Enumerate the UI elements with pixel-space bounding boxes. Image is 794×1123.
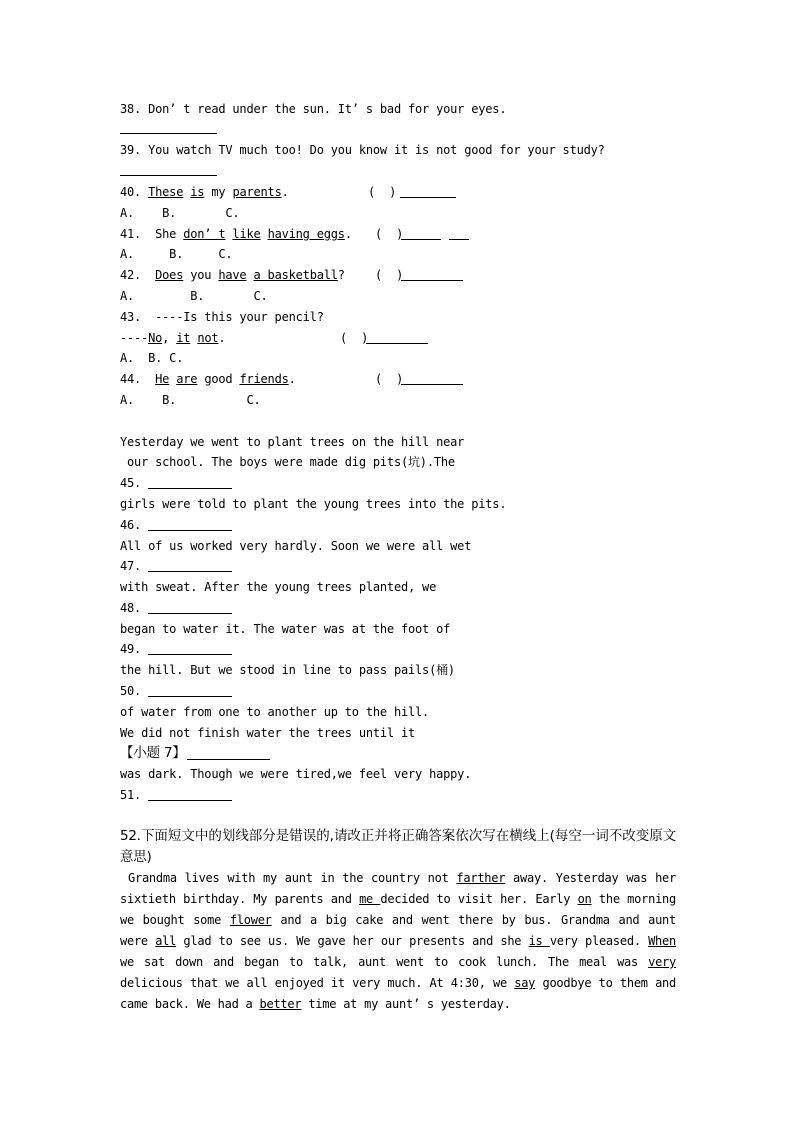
answer-line-39[interactable] <box>120 175 217 176</box>
question-38: 38. Don’ t read under the sun. It’ s bad for your eyes. <box>120 102 507 116</box>
blank-label-51: 51. <box>120 788 142 802</box>
passage-line: Yesterday we went to plant trees on the hill near <box>120 435 465 449</box>
answer-line-43[interactable] <box>366 343 428 344</box>
passage-line: with sweat. After the young trees planted, we <box>120 580 437 594</box>
answer-line-41b[interactable] <box>449 239 469 240</box>
answer-paren-41: ( ) <box>375 227 404 241</box>
options-40: A. B. C. <box>120 206 240 220</box>
passage-line: We did not finish water the trees until it <box>120 726 416 740</box>
answer-paren-42: ( ) <box>375 268 404 282</box>
answer-line-41a[interactable] <box>401 239 441 240</box>
options-43: A. B. C. <box>120 351 184 365</box>
question-43-answer: ----No, it not. <box>120 331 226 345</box>
options-41: A. B. C. <box>120 247 233 261</box>
blank-label-45: 45. <box>120 476 142 490</box>
answer-line-38[interactable] <box>120 133 217 134</box>
blank-label-subquestion-7: 【小题 7】 <box>120 745 186 761</box>
answer-line-51[interactable] <box>148 800 232 801</box>
answer-line-50[interactable] <box>148 696 232 697</box>
answer-line-48[interactable] <box>148 613 232 614</box>
answer-line-42[interactable] <box>401 280 463 281</box>
question-43: 43. ----Is this your pencil? <box>120 310 324 324</box>
question-44: 44. He are good friends. <box>120 372 296 386</box>
blank-label-48: 48. <box>120 601 142 615</box>
question-52-title: 52.下面短文中的划线部分是错误的,请改正并将正确答案依次写在横线上(每空一词不改变原文意思) <box>120 828 676 865</box>
blank-label-46: 46. <box>120 518 142 532</box>
passage-line: our school. The boys were made dig pits(坑).The <box>120 455 455 469</box>
answer-line-44[interactable] <box>401 384 463 385</box>
answer-paren-40: ( ) <box>368 185 397 199</box>
passage-line: began to water it. The water was at the foot of <box>120 622 451 636</box>
question-52-passage: Grandma lives with my aunt in the country not farther away. Yesterday was her sixtieth birthday. My parents and me decided to visit her. Early on the morning we bought some flower and a big cake and went there by bus. Grandma and aunt were all glad to see us. We gave her our presents and she is very pleased. When we sat down and began to talk, aunt went to cook lunch. The meal was very delicious that we all enjoyed it very much. At 4:30, we say goodbye to them and came back. We had a better time at my aunt’ s yesterday. <box>120 871 677 1011</box>
passage-line: girls were told to plant the young trees into the pits. <box>120 497 507 511</box>
passage-line: was dark. Though we were tired,we feel very happy. <box>120 767 472 781</box>
blank-label-47: 47. <box>120 559 142 573</box>
options-42: A. B. C. <box>120 289 268 303</box>
question-42: 42. Does you have a basketball? <box>120 268 345 282</box>
question-39: 39. You watch TV much too! Do you know it is not good for your study? <box>120 143 605 157</box>
answer-line-46[interactable] <box>148 530 232 531</box>
answer-paren-44: ( ) <box>375 372 404 386</box>
answer-paren-43: ( ) <box>340 331 369 345</box>
question-41: 41. She don’ t like having eggs. <box>120 227 352 241</box>
answer-line-49[interactable] <box>148 654 232 655</box>
blank-label-50: 50. <box>120 684 142 698</box>
answer-line-40[interactable] <box>400 197 456 198</box>
passage-line: All of us worked very hardly. Soon we were all wet <box>120 539 472 553</box>
passage-line: of water from one to another up to the hill. <box>120 705 430 719</box>
answer-line-45[interactable] <box>148 488 232 489</box>
question-40: 40. These is my parents. <box>120 185 289 199</box>
answer-line-subquestion-7[interactable] <box>187 759 270 760</box>
answer-line-47[interactable] <box>148 571 232 572</box>
options-44: A. B. C. <box>120 393 261 407</box>
blank-label-49: 49. <box>120 642 142 656</box>
passage-line: the hill. But we stood in line to pass pails(桶) <box>120 663 455 677</box>
